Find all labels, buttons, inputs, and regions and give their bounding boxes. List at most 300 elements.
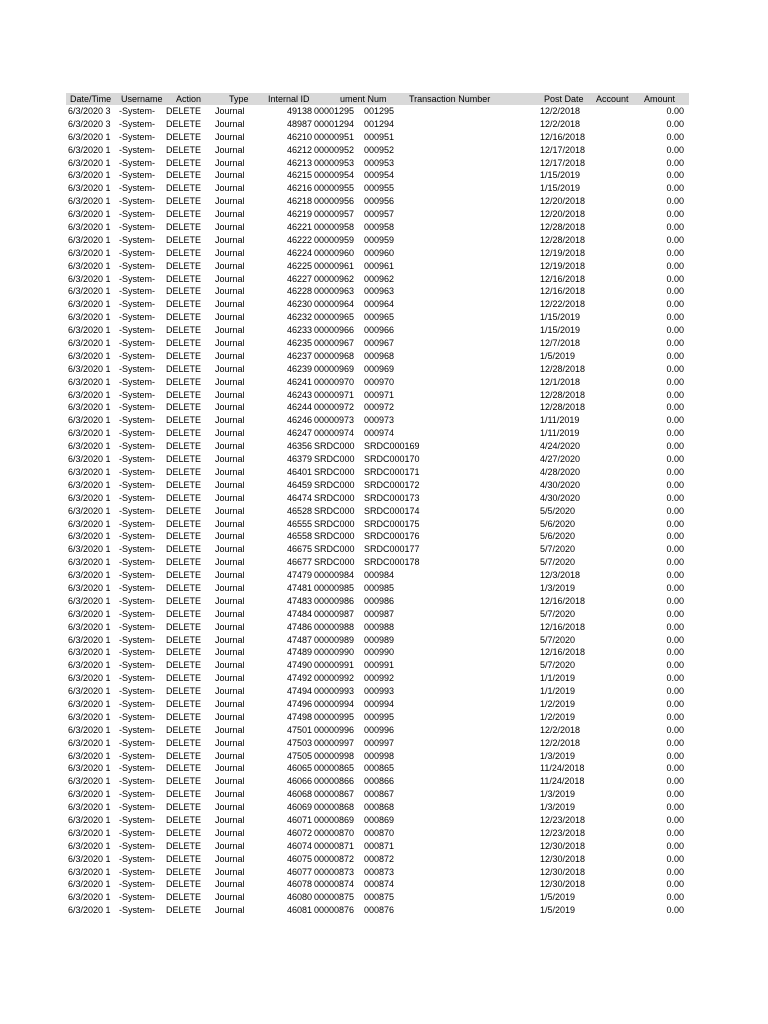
cell-internal-id: 46213 [286, 157, 312, 168]
cell-amount: 0.00 [666, 750, 684, 761]
cell-action: DELETE [166, 196, 202, 207]
cell-type: Journal [215, 582, 245, 593]
cell-action: DELETE [166, 260, 202, 271]
cell-action: DELETE [166, 853, 202, 864]
cell-username: -System- [119, 879, 155, 890]
cell-type: Journal [215, 466, 245, 477]
cell-type: Journal [215, 106, 245, 116]
cell-transaction-number: 000966 [364, 325, 395, 336]
cell-transaction-number: 000970 [364, 376, 395, 387]
cell-username: -System- [119, 338, 155, 349]
cell-internal-id: 47479 [286, 570, 312, 581]
cell-type: Journal [215, 273, 245, 284]
table-row [66, 260, 689, 273]
cell-internal-id: 46356 [286, 441, 312, 452]
cell-post-date: 1/2/2019 [540, 698, 576, 709]
cell-date-time: 6/3/2020 1 [68, 479, 111, 490]
cell-action: DELETE [166, 763, 202, 774]
cell-username: -System- [119, 827, 155, 838]
table-row [66, 827, 689, 840]
cell-transaction-number: 000956 [364, 196, 395, 207]
cell-username: -System- [119, 750, 155, 761]
cell-action: DELETE [166, 686, 202, 697]
cell-document-number: 00000970 [314, 376, 355, 387]
cell-type: Journal [215, 428, 245, 439]
cell-document-number: 00000989 [314, 634, 355, 645]
cell-action: DELETE [166, 441, 202, 452]
cell-document-number: SRDC000 [314, 557, 355, 568]
cell-post-date: 12/30/2018 [540, 879, 586, 890]
cell-internal-id: 46066 [286, 776, 312, 787]
cell-username: -System- [119, 299, 155, 310]
cell-document-number: SRDC000 [314, 479, 355, 490]
cell-document-number: 00000957 [314, 209, 355, 220]
cell-internal-id: 46068 [286, 789, 312, 800]
cell-action: DELETE [166, 428, 202, 439]
cell-type: Journal [215, 350, 245, 361]
cell-username: -System- [119, 570, 155, 581]
cell-internal-id: 46069 [286, 802, 312, 813]
cell-type: Journal [215, 441, 245, 452]
header-transaction-number: Transaction Number [409, 94, 491, 104]
cell-transaction-number: 000987 [364, 608, 395, 619]
cell-type: Journal [215, 814, 245, 825]
cell-action: DELETE [166, 338, 202, 349]
cell-post-date: 5/7/2020 [540, 557, 576, 568]
cell-amount: 0.00 [666, 634, 684, 645]
cell-action: DELETE [166, 273, 202, 284]
cell-amount: 0.00 [666, 518, 684, 529]
cell-amount: 0.00 [666, 557, 684, 568]
cell-internal-id: 46244 [286, 402, 312, 413]
cell-document-number: 00000984 [314, 570, 355, 581]
cell-internal-id: 46232 [286, 312, 312, 323]
cell-amount: 0.00 [666, 325, 684, 336]
cell-document-number: SRDC000 [314, 505, 355, 516]
header-type: Type [229, 94, 249, 104]
cell-action: DELETE [166, 299, 202, 310]
cell-date-time: 6/3/2020 1 [68, 131, 111, 142]
cell-amount: 0.00 [666, 505, 684, 516]
cell-amount: 0.00 [666, 170, 684, 181]
cell-date-time: 6/3/2020 1 [68, 595, 111, 606]
cell-internal-id: 46221 [286, 222, 312, 233]
cell-post-date: 5/7/2020 [540, 634, 576, 645]
cell-document-number: 00000953 [314, 157, 355, 168]
cell-date-time: 6/3/2020 1 [68, 402, 111, 413]
cell-post-date: 12/19/2018 [540, 247, 586, 258]
cell-type: Journal [215, 905, 245, 916]
cell-transaction-number: 000997 [364, 737, 395, 748]
cell-username: -System- [119, 557, 155, 568]
cell-amount: 0.00 [666, 131, 684, 142]
cell-amount: 0.00 [666, 299, 684, 310]
cell-action: DELETE [166, 131, 202, 142]
cell-post-date: 12/7/2018 [540, 338, 581, 349]
cell-post-date: 1/3/2019 [540, 802, 576, 813]
table-row [66, 505, 689, 518]
cell-username: -System- [119, 196, 155, 207]
cell-document-number: 00000963 [314, 286, 355, 297]
cell-internal-id: 46528 [286, 505, 312, 516]
cell-post-date: 12/30/2018 [540, 840, 586, 851]
cell-username: -System- [119, 776, 155, 787]
cell-amount: 0.00 [666, 608, 684, 619]
cell-internal-id: 46215 [286, 170, 312, 181]
cell-document-number: 00000961 [314, 260, 355, 271]
cell-transaction-number: 000871 [364, 840, 395, 851]
cell-amount: 0.00 [666, 866, 684, 877]
cell-amount: 0.00 [666, 234, 684, 245]
cell-type: Journal [215, 209, 245, 220]
cell-amount: 0.00 [666, 595, 684, 606]
cell-post-date: 12/20/2018 [540, 196, 586, 207]
cell-amount: 0.00 [666, 363, 684, 374]
cell-action: DELETE [166, 479, 202, 490]
cell-type: Journal [215, 492, 245, 503]
cell-document-number: 00000876 [314, 905, 355, 916]
cell-username: -System- [119, 531, 155, 542]
cell-amount: 0.00 [666, 724, 684, 735]
cell-document-number: 00001294 [314, 118, 355, 129]
cell-date-time: 6/3/2020 1 [68, 570, 111, 581]
cell-document-number: 00000956 [314, 196, 355, 207]
cell-date-time: 6/3/2020 1 [68, 814, 111, 825]
cell-amount: 0.00 [666, 209, 684, 220]
cell-post-date: 12/19/2018 [540, 260, 586, 271]
cell-type: Journal [215, 621, 245, 632]
cell-transaction-number: 000869 [364, 814, 395, 825]
cell-transaction-number: 000992 [364, 673, 395, 684]
cell-date-time: 6/3/2020 1 [68, 286, 111, 297]
cell-transaction-number: 000874 [364, 879, 395, 890]
cell-action: DELETE [166, 157, 202, 168]
cell-username: -System- [119, 415, 155, 426]
cell-action: DELETE [166, 170, 202, 181]
table-row [66, 685, 689, 698]
table-row [66, 750, 689, 763]
table-row [66, 311, 689, 324]
cell-transaction-number: 000969 [364, 363, 395, 374]
table-row [66, 878, 689, 891]
cell-date-time: 6/3/2020 1 [68, 234, 111, 245]
cell-username: -System- [119, 544, 155, 555]
cell-date-time: 6/3/2020 1 [68, 505, 111, 516]
cell-document-number: 00000955 [314, 183, 355, 194]
cell-document-number: 00000875 [314, 892, 355, 903]
cell-username: -System- [119, 595, 155, 606]
cell-action: DELETE [166, 466, 202, 477]
cell-transaction-number: SRDC000171 [364, 466, 420, 477]
cell-internal-id: 47483 [286, 595, 312, 606]
cell-post-date: 12/3/2018 [540, 570, 581, 581]
cell-username: -System- [119, 106, 155, 116]
cell-action: DELETE [166, 750, 202, 761]
table-row [66, 208, 689, 221]
cell-amount: 0.00 [666, 196, 684, 207]
cell-action: DELETE [166, 634, 202, 645]
cell-internal-id: 46677 [286, 557, 312, 568]
cell-transaction-number: 000962 [364, 273, 395, 284]
cell-transaction-number: 000958 [364, 222, 395, 233]
table-row [66, 182, 689, 195]
table-row [66, 698, 689, 711]
cell-action: DELETE [166, 595, 202, 606]
cell-type: Journal [215, 325, 245, 336]
cell-internal-id: 46078 [286, 879, 312, 890]
cell-date-time: 6/3/2020 1 [68, 776, 111, 787]
cell-action: DELETE [166, 737, 202, 748]
cell-type: Journal [215, 763, 245, 774]
cell-post-date: 12/16/2018 [540, 131, 586, 142]
cell-document-number: 00000960 [314, 247, 355, 258]
cell-post-date: 12/28/2018 [540, 234, 586, 245]
table-row [66, 479, 689, 492]
cell-username: -System- [119, 389, 155, 400]
table-row [66, 530, 689, 543]
cell-username: -System- [119, 247, 155, 258]
cell-internal-id: 46210 [286, 131, 312, 142]
cell-amount: 0.00 [666, 247, 684, 258]
cell-action: DELETE [166, 814, 202, 825]
cell-document-number: 00000969 [314, 363, 355, 374]
cell-post-date: 12/16/2018 [540, 647, 586, 658]
cell-date-time: 6/3/2020 1 [68, 673, 111, 684]
cell-post-date: 12/28/2018 [540, 222, 586, 233]
table-row [66, 891, 689, 904]
cell-action: DELETE [166, 698, 202, 709]
cell-document-number: 00000996 [314, 724, 355, 735]
cell-date-time: 6/3/2020 1 [68, 621, 111, 632]
cell-transaction-number: SRDC000169 [364, 441, 420, 452]
cell-internal-id: 46071 [286, 814, 312, 825]
cell-transaction-number: 000867 [364, 789, 395, 800]
cell-username: -System- [119, 737, 155, 748]
cell-document-number: 00000962 [314, 273, 355, 284]
cell-transaction-number: 000952 [364, 144, 395, 155]
cell-date-time: 6/3/2020 1 [68, 144, 111, 155]
cell-transaction-number: 000972 [364, 402, 395, 413]
cell-username: -System- [119, 209, 155, 220]
cell-post-date: 12/30/2018 [540, 853, 586, 864]
cell-internal-id: 47496 [286, 698, 312, 709]
cell-internal-id: 47486 [286, 621, 312, 632]
cell-type: Journal [215, 363, 245, 374]
cell-username: -System- [119, 363, 155, 374]
cell-username: -System- [119, 673, 155, 684]
cell-internal-id: 47489 [286, 647, 312, 658]
cell-action: DELETE [166, 389, 202, 400]
cell-internal-id: 49138 [286, 106, 312, 116]
cell-post-date: 12/16/2018 [540, 286, 586, 297]
cell-username: -System- [119, 260, 155, 271]
table-body [66, 105, 689, 917]
cell-internal-id: 46081 [286, 905, 312, 916]
cell-post-date: 5/7/2020 [540, 544, 576, 555]
cell-action: DELETE [166, 505, 202, 516]
cell-action: DELETE [166, 183, 202, 194]
cell-post-date: 12/16/2018 [540, 273, 586, 284]
cell-date-time: 6/3/2020 1 [68, 492, 111, 503]
cell-transaction-number: 000964 [364, 299, 395, 310]
cell-internal-id: 46225 [286, 260, 312, 271]
cell-type: Journal [215, 698, 245, 709]
cell-document-number: 00000871 [314, 840, 355, 851]
table-row [66, 234, 689, 247]
cell-type: Journal [215, 234, 245, 245]
cell-internal-id: 46555 [286, 518, 312, 529]
cell-action: DELETE [166, 325, 202, 336]
cell-username: -System- [119, 711, 155, 722]
cell-post-date: 12/28/2018 [540, 402, 586, 413]
cell-amount: 0.00 [666, 338, 684, 349]
cell-transaction-number: 000866 [364, 776, 395, 787]
cell-post-date: 12/2/2018 [540, 724, 581, 735]
cell-action: DELETE [166, 492, 202, 503]
cell-post-date: 12/17/2018 [540, 144, 586, 155]
cell-post-date: 1/3/2019 [540, 750, 576, 761]
cell-username: -System- [119, 144, 155, 155]
cell-internal-id: 47494 [286, 686, 312, 697]
cell-internal-id: 46075 [286, 853, 312, 864]
cell-post-date: 12/1/2018 [540, 376, 581, 387]
cell-amount: 0.00 [666, 183, 684, 194]
cell-internal-id: 46227 [286, 273, 312, 284]
cell-transaction-number: 000993 [364, 686, 395, 697]
table-row [66, 672, 689, 685]
cell-date-time: 6/3/2020 1 [68, 660, 111, 671]
cell-amount: 0.00 [666, 428, 684, 439]
cell-document-number: 00000866 [314, 776, 355, 787]
table-row [66, 285, 689, 298]
cell-internal-id: 46224 [286, 247, 312, 258]
cell-type: Journal [215, 570, 245, 581]
cell-action: DELETE [166, 312, 202, 323]
cell-type: Journal [215, 222, 245, 233]
cell-transaction-number: 000990 [364, 647, 395, 658]
cell-transaction-number: 000991 [364, 660, 395, 671]
cell-post-date: 4/24/2020 [540, 441, 581, 452]
cell-type: Journal [215, 260, 245, 271]
cell-date-time: 6/3/2020 1 [68, 428, 111, 439]
table-row [66, 724, 689, 737]
cell-document-number: 00000995 [314, 711, 355, 722]
cell-internal-id: 47505 [286, 750, 312, 761]
cell-type: Journal [215, 389, 245, 400]
cell-type: Journal [215, 802, 245, 813]
cell-transaction-number: 000951 [364, 131, 395, 142]
cell-document-number: 00000990 [314, 647, 355, 658]
cell-transaction-number: 000876 [364, 905, 395, 916]
cell-username: -System- [119, 273, 155, 284]
cell-action: DELETE [166, 209, 202, 220]
cell-post-date: 11/24/2018 [540, 763, 585, 774]
cell-type: Journal [215, 647, 245, 658]
cell-amount: 0.00 [666, 621, 684, 632]
cell-action: DELETE [166, 144, 202, 155]
cell-amount: 0.00 [666, 737, 684, 748]
header-action: Action [176, 94, 202, 104]
cell-username: -System- [119, 686, 155, 697]
cell-amount: 0.00 [666, 312, 684, 323]
cell-action: DELETE [166, 840, 202, 851]
cell-document-number: 00000867 [314, 789, 355, 800]
cell-action: DELETE [166, 647, 202, 658]
cell-type: Journal [215, 673, 245, 684]
cell-username: -System- [119, 518, 155, 529]
cell-date-time: 6/3/2020 1 [68, 750, 111, 761]
table-row [66, 543, 689, 556]
cell-post-date: 5/5/2020 [540, 505, 576, 516]
cell-document-number: 00000959 [314, 234, 355, 245]
header-post-date: Post Date [544, 94, 584, 104]
cell-document-number: 00000954 [314, 170, 355, 181]
cell-date-time: 6/3/2020 1 [68, 376, 111, 387]
cell-post-date: 1/11/2019 [540, 415, 580, 426]
table-row [66, 659, 689, 672]
cell-username: -System- [119, 905, 155, 916]
cell-document-number: SRDC000 [314, 466, 355, 477]
cell-document-number: 00000967 [314, 338, 355, 349]
cell-post-date: 12/17/2018 [540, 157, 586, 168]
cell-type: Journal [215, 170, 245, 181]
cell-type: Journal [215, 557, 245, 568]
cell-action: DELETE [166, 660, 202, 671]
table-header-row [66, 93, 689, 105]
cell-document-number: 00000973 [314, 415, 355, 426]
cell-type: Journal [215, 505, 245, 516]
cell-type: Journal [215, 415, 245, 426]
table-row [66, 775, 689, 788]
cell-internal-id: 47498 [286, 711, 312, 722]
cell-transaction-number: 000875 [364, 892, 395, 903]
cell-action: DELETE [166, 234, 202, 245]
table-row [66, 634, 689, 647]
table-row [66, 788, 689, 801]
cell-transaction-number: 000873 [364, 866, 395, 877]
cell-type: Journal [215, 338, 245, 349]
cell-amount: 0.00 [666, 698, 684, 709]
cell-date-time: 6/3/2020 3 [68, 106, 111, 116]
cell-date-time: 6/3/2020 1 [68, 892, 111, 903]
cell-amount: 0.00 [666, 840, 684, 851]
cell-post-date: 12/16/2018 [540, 621, 586, 632]
cell-internal-id: 46379 [286, 454, 312, 465]
cell-transaction-number: 001295 [364, 106, 395, 116]
cell-username: -System- [119, 479, 155, 490]
cell-transaction-number: 000868 [364, 802, 395, 813]
cell-action: DELETE [166, 892, 202, 903]
cell-amount: 0.00 [666, 376, 684, 387]
cell-post-date: 1/5/2019 [540, 905, 576, 916]
cell-type: Journal [215, 247, 245, 258]
cell-action: DELETE [166, 544, 202, 555]
cell-date-time: 6/3/2020 1 [68, 441, 111, 452]
cell-date-time: 6/3/2020 1 [68, 338, 111, 349]
cell-post-date: 1/15/2019 [540, 325, 581, 336]
cell-type: Journal [215, 853, 245, 864]
table-row [66, 157, 689, 170]
cell-transaction-number: 000963 [364, 286, 395, 297]
cell-amount: 0.00 [666, 402, 684, 413]
cell-amount: 0.00 [666, 479, 684, 490]
cell-type: Journal [215, 286, 245, 297]
cell-username: -System- [119, 724, 155, 735]
cell-post-date: 1/15/2019 [540, 170, 581, 181]
cell-transaction-number: 000974 [364, 428, 395, 439]
cell-document-number: SRDC000 [314, 441, 355, 452]
cell-username: -System- [119, 312, 155, 323]
